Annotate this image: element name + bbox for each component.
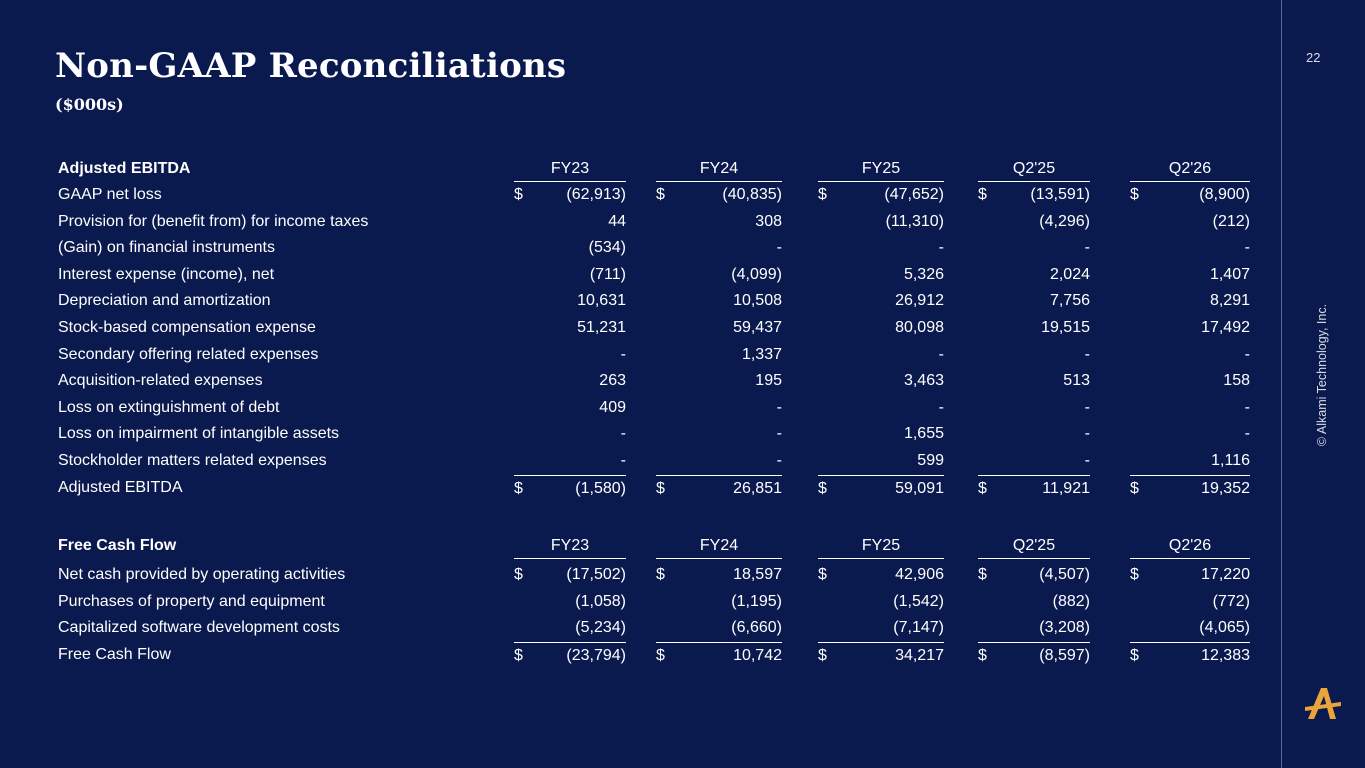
table-cell <box>514 262 626 288</box>
table-cell <box>818 562 944 588</box>
table-cell <box>656 262 782 288</box>
cell-value: 513 <box>1063 372 1090 390</box>
cell-value: (212) <box>1212 212 1250 230</box>
cell-value: 1,116 <box>1211 452 1250 469</box>
table-cell <box>1130 315 1250 341</box>
table-row <box>58 315 1258 341</box>
cell-value: 308 <box>755 212 782 230</box>
currency-symbol: $ <box>656 646 665 664</box>
table-cell <box>978 288 1090 314</box>
table-cell <box>656 182 782 208</box>
cell-value: (1,580) <box>575 479 626 497</box>
cell-value: - <box>938 239 944 257</box>
cell-value: (6,660) <box>731 619 782 637</box>
cell-value: (7,147) <box>893 619 944 637</box>
cell-value: 19,352 <box>1201 479 1250 497</box>
row-label: Stock-based compensation expense <box>58 319 316 336</box>
currency-symbol: $ <box>514 646 523 664</box>
cell-value: - <box>1084 425 1090 443</box>
table-cell <box>514 235 626 261</box>
table-cell <box>1130 342 1250 368</box>
fcf-header-row <box>58 533 1258 559</box>
table-cell <box>514 475 626 502</box>
cell-value: 263 <box>599 372 626 390</box>
row-label: (Gain) on financial instruments <box>58 239 275 257</box>
cell-value: (1,058) <box>575 592 626 610</box>
table-cell <box>656 589 782 615</box>
cell-value: 18,597 <box>733 566 782 583</box>
table-cell <box>818 288 944 314</box>
table-cell <box>514 562 626 588</box>
cell-value: 19,515 <box>1041 319 1090 336</box>
table-row <box>58 615 1258 641</box>
alkami-a-logo-icon <box>1302 686 1342 720</box>
cell-value: - <box>938 398 944 416</box>
cell-value: 26,912 <box>895 292 944 310</box>
row-label: Provision for (benefit from) for income taxes <box>58 212 369 230</box>
table-cell <box>1130 368 1250 394</box>
table-row <box>58 209 1258 235</box>
table-cell <box>978 368 1090 394</box>
cell-value: (882) <box>1052 592 1090 610</box>
row-label: Adjusted EBITDA <box>58 478 183 496</box>
cell-value: - <box>1244 398 1250 416</box>
table-cell <box>656 448 782 474</box>
table-cell <box>1130 262 1250 288</box>
table-cell <box>656 288 782 314</box>
cell-value: (13,591) <box>1030 186 1090 203</box>
row-label: Net cash provided by operating activities <box>58 566 346 583</box>
table-cell <box>514 288 626 314</box>
cell-value: - <box>938 345 944 363</box>
cell-value: 59,437 <box>733 319 782 336</box>
table-row <box>58 288 1258 314</box>
table-cell <box>1130 182 1250 208</box>
cell-value: 44 <box>608 212 626 230</box>
table-cell <box>978 395 1090 421</box>
table-cell <box>656 642 782 669</box>
cell-value: 195 <box>755 372 782 390</box>
column-header: Q2'26 <box>1130 533 1250 559</box>
table-cell <box>514 615 626 641</box>
table-cell <box>818 262 944 288</box>
row-label: Purchases of property and equipment <box>58 592 325 610</box>
cell-value: - <box>620 452 626 469</box>
table-cell <box>978 209 1090 235</box>
table-cell <box>514 589 626 615</box>
vertical-divider <box>1281 0 1282 768</box>
column-header: FY25 <box>818 156 944 182</box>
table-cell <box>818 235 944 261</box>
row-label: GAAP net loss <box>58 186 162 203</box>
cell-value: (40,835) <box>722 186 782 203</box>
table-cell <box>514 395 626 421</box>
cell-value: - <box>776 452 782 469</box>
table-row <box>58 589 1258 615</box>
currency-symbol: $ <box>656 479 665 497</box>
table-cell <box>514 182 626 208</box>
currency-symbol: $ <box>1130 646 1139 664</box>
row-label: Loss on impairment of intangible assets <box>58 425 340 443</box>
currency-symbol: $ <box>656 186 665 203</box>
table-cell <box>514 342 626 368</box>
table-cell <box>656 395 782 421</box>
table-cell <box>818 342 944 368</box>
table-row <box>58 448 1258 474</box>
table-cell <box>514 368 626 394</box>
cell-value: 158 <box>1223 372 1250 390</box>
table-cell <box>656 315 782 341</box>
table-cell <box>818 182 944 208</box>
cell-value: - <box>1084 452 1090 469</box>
cell-value: - <box>1084 239 1090 257</box>
table-cell <box>1130 615 1250 641</box>
table-cell <box>656 475 782 502</box>
cell-value: 11,921 <box>1042 479 1090 497</box>
currency-symbol: $ <box>818 186 827 203</box>
table-row <box>58 342 1258 368</box>
table-cell <box>818 448 944 474</box>
table-cell <box>818 315 944 341</box>
table-row <box>58 562 1258 588</box>
currency-symbol: $ <box>818 479 827 497</box>
cell-value: - <box>1084 398 1090 416</box>
table-cell <box>1130 288 1250 314</box>
cell-value: - <box>1084 345 1090 363</box>
currency-symbol: $ <box>514 566 523 583</box>
table-cell <box>978 182 1090 208</box>
cell-value: 17,220 <box>1201 566 1250 583</box>
currency-symbol: $ <box>514 479 523 497</box>
cell-value: (1,195) <box>731 592 782 610</box>
cell-value: - <box>1244 345 1250 363</box>
row-label: Interest expense (income), net <box>58 265 275 283</box>
row-label: Secondary offering related expenses <box>58 345 319 363</box>
row-label: Free Cash Flow <box>58 645 171 663</box>
cell-value: - <box>620 345 626 363</box>
table-cell <box>818 615 944 641</box>
cell-value: (5,234) <box>575 619 626 637</box>
cell-value: 7,756 <box>1049 292 1090 310</box>
cell-value: 34,217 <box>895 646 944 664</box>
cell-value: (8,597) <box>1039 646 1090 664</box>
cell-value: (47,652) <box>884 186 944 203</box>
table-cell <box>514 315 626 341</box>
table-cell <box>978 235 1090 261</box>
table-cell <box>1130 589 1250 615</box>
currency-symbol: $ <box>978 479 987 497</box>
table-row <box>58 475 1258 501</box>
table-row <box>58 395 1258 421</box>
cell-value: 42,906 <box>895 566 944 583</box>
table-row <box>58 421 1258 447</box>
table-row <box>58 235 1258 261</box>
table-cell <box>1130 209 1250 235</box>
row-label: Acquisition-related expenses <box>58 372 263 390</box>
column-header: FY24 <box>656 156 782 182</box>
column-header: FY24 <box>656 533 782 559</box>
cell-value: (11,310) <box>885 212 944 230</box>
ebitda-header-label: Adjusted EBITDA <box>58 160 191 177</box>
table-cell <box>1130 395 1250 421</box>
cell-value: 1,655 <box>903 425 944 443</box>
cell-value: 8,291 <box>1209 292 1250 310</box>
page-number: 22 <box>1306 50 1321 65</box>
table-cell <box>818 395 944 421</box>
cell-value: 10,631 <box>577 292 626 310</box>
column-header: FY23 <box>514 156 626 182</box>
currency-symbol: $ <box>1130 186 1139 203</box>
currency-symbol: $ <box>1130 566 1139 583</box>
table-cell <box>1130 448 1250 474</box>
table-row <box>58 262 1258 288</box>
cell-value: (534) <box>588 239 626 257</box>
fcf-header-label: Free Cash Flow <box>58 537 177 554</box>
column-header: Q2'25 <box>978 533 1090 559</box>
cell-value: 26,851 <box>733 479 782 497</box>
table-row <box>58 368 1258 394</box>
table-cell <box>818 421 944 447</box>
currency-symbol: $ <box>514 186 523 203</box>
currency-symbol: $ <box>656 566 665 583</box>
cell-value: (17,502) <box>566 566 626 583</box>
currency-symbol: $ <box>1130 479 1139 497</box>
table-cell <box>978 642 1090 669</box>
cell-value: - <box>776 425 782 443</box>
cell-value: 12,383 <box>1201 646 1250 664</box>
cell-value: (4,065) <box>1199 619 1250 637</box>
slide-title: Non-GAAP Reconciliations <box>55 46 567 86</box>
table-cell <box>818 589 944 615</box>
table-cell <box>978 342 1090 368</box>
table-cell <box>818 642 944 669</box>
row-label: Stockholder matters related expenses <box>58 452 327 469</box>
cell-value: 409 <box>599 398 626 416</box>
cell-value: 10,742 <box>733 646 782 664</box>
column-header: FY23 <box>514 533 626 559</box>
cell-value: - <box>776 239 782 257</box>
currency-symbol: $ <box>818 566 827 583</box>
table-row <box>58 182 1258 208</box>
table-cell <box>1130 642 1250 669</box>
table-cell <box>978 562 1090 588</box>
cell-value: 2,024 <box>1049 265 1090 283</box>
cell-value: (4,099) <box>731 265 782 283</box>
cell-value: 1,407 <box>1209 265 1250 283</box>
ebitda-header-row <box>58 156 1258 182</box>
row-label: Loss on extinguishment of debt <box>58 398 280 416</box>
cell-value: 80,098 <box>895 319 944 336</box>
cell-value: (711) <box>589 265 626 283</box>
slide-subtitle: ($000s) <box>55 95 124 114</box>
table-cell <box>978 475 1090 502</box>
table-cell <box>978 421 1090 447</box>
cell-value: 51,231 <box>577 319 626 336</box>
column-header: Q2'26 <box>1130 156 1250 182</box>
cell-value: 17,492 <box>1201 319 1250 336</box>
cell-value: (3,208) <box>1039 619 1090 637</box>
cell-value: (8,900) <box>1199 186 1250 203</box>
table-cell <box>514 642 626 669</box>
table-cell <box>978 448 1090 474</box>
row-label: Depreciation and amortization <box>58 292 271 310</box>
cell-value: - <box>1244 239 1250 257</box>
table-cell <box>656 368 782 394</box>
column-header: Q2'25 <box>978 156 1090 182</box>
cell-value: (62,913) <box>566 186 626 203</box>
row-label: Capitalized software development costs <box>58 619 340 637</box>
cell-value: (23,794) <box>566 646 626 664</box>
currency-symbol: $ <box>978 646 987 664</box>
cell-value: 1,337 <box>741 345 782 363</box>
cell-value: (4,507) <box>1039 566 1090 583</box>
cell-value: (4,296) <box>1039 212 1090 230</box>
table-row <box>58 642 1258 668</box>
table-cell <box>514 448 626 474</box>
cell-value: - <box>620 425 626 443</box>
copyright-text: © Alkami Technology, Inc. <box>1315 303 1329 447</box>
table-cell <box>656 209 782 235</box>
column-header: FY25 <box>818 533 944 559</box>
cell-value: 5,326 <box>903 265 944 283</box>
cell-value: 3,463 <box>903 372 944 390</box>
table-cell <box>656 421 782 447</box>
cell-value: (772) <box>1212 592 1250 610</box>
table-cell <box>818 475 944 502</box>
table-cell <box>978 262 1090 288</box>
table-cell <box>1130 421 1250 447</box>
currency-symbol: $ <box>978 566 987 583</box>
currency-symbol: $ <box>818 646 827 664</box>
table-cell <box>514 421 626 447</box>
cell-value: (1,542) <box>893 592 944 610</box>
table-cell <box>656 615 782 641</box>
cell-value: 599 <box>917 452 944 469</box>
currency-symbol: $ <box>978 186 987 203</box>
table-cell <box>656 342 782 368</box>
table-cell <box>818 209 944 235</box>
table-cell <box>656 562 782 588</box>
table-cell <box>1130 562 1250 588</box>
table-cell <box>978 315 1090 341</box>
table-cell <box>656 235 782 261</box>
table-cell <box>978 615 1090 641</box>
table-cell <box>514 209 626 235</box>
cell-value: - <box>1244 425 1250 443</box>
table-cell <box>1130 235 1250 261</box>
cell-value: 10,508 <box>733 292 782 310</box>
table-cell <box>1130 475 1250 502</box>
table-cell <box>818 368 944 394</box>
table-cell <box>978 589 1090 615</box>
cell-value: 59,091 <box>895 479 944 497</box>
cell-value: - <box>776 398 782 416</box>
